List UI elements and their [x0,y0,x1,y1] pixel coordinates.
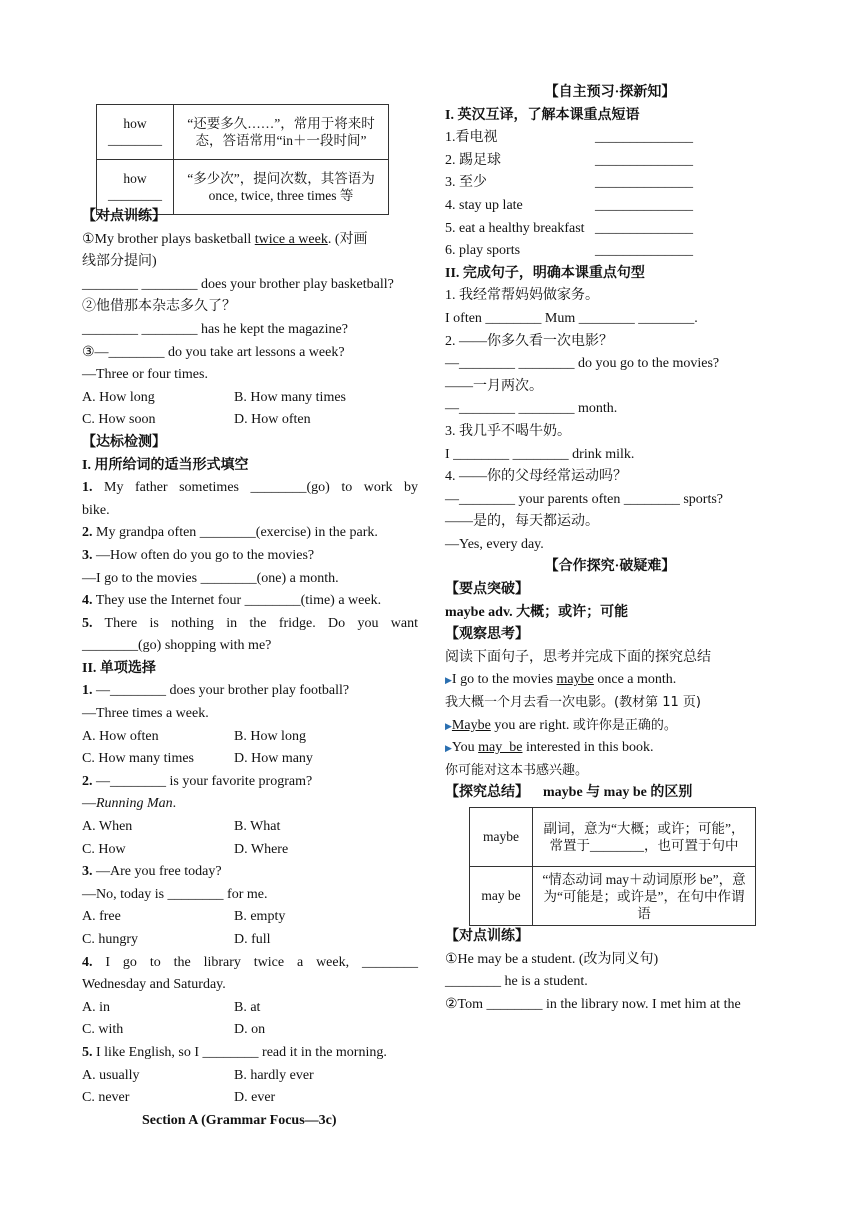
answer-blank[interactable]: ______________ [595,243,693,259]
drill-line: ②他借那本杂志多久了？ [82,299,236,315]
answer-blank[interactable]: ______________ [595,152,693,168]
example-translation: 你可能对这本书感兴趣。 [445,762,589,778]
p2-title: II. 完成句子，明确本课重点句型 [445,265,645,281]
sentence-line: I ________ ________ drink milk. [445,446,635,462]
sentence-line: —________ ________ month. [445,401,618,417]
question-line: —Three times a week. [82,706,209,722]
phrase-row [445,195,775,218]
table-key: how ________ [97,160,174,215]
drill-line: ________ he is a student. [445,974,588,990]
table-value: 副词，意为“大概；或许；可能”，常置于________，也可置于句中 [533,808,756,867]
option-row [82,997,418,1020]
question-line: 1. —________ does your brother play football? [82,683,350,699]
option-row [82,1087,418,1110]
option: C. How soon [82,412,156,428]
question-line: —No, today is ________ for me. [82,886,268,902]
question-line: 5. I like English, so I ________ read it in the morning. [82,1044,387,1060]
explore-title: 【合作探究·破疑难】 [544,559,676,575]
option: A. in [82,999,110,1015]
left-column [82,206,418,1132]
option-row [82,387,418,410]
drill-line: —Three or four times. [82,367,208,383]
drill-line: ③—________ do you take art lessons a week? [82,344,345,360]
observe-title: 【观察思考】 [445,627,529,643]
option: A. free [82,909,121,925]
option-row [82,748,418,771]
option-row [82,906,418,929]
observe-intro: 阅读下面句子，思考并完成下面的探究总结 [445,649,711,665]
example-translation: 我大概一个月去看一次电影。(教材第 11 页) [445,695,701,711]
question-line: 3. —Are you free today? [82,864,222,880]
option: C. How [82,841,126,857]
answer-blank[interactable]: ______________ [595,175,693,191]
drill-line: ②Tom ________ in the library now. I met him at the [445,996,741,1012]
question-line: 4. I go to the library twice a week, ________ [82,954,418,970]
phrase-row [445,150,775,173]
drill-title: 【对点训练】 [445,929,529,944]
option: B. hardly ever [234,1067,314,1083]
sentence-line: 1. 我经常帮妈妈做家务。 [445,288,599,304]
phrase-row [445,218,775,241]
table-key: may be [470,867,533,926]
sentence-line: I often ________ Mum ________ ________. [445,310,698,326]
question-line: 2. —________ is your favorite program? [82,773,313,789]
option: B. How many times [234,389,346,405]
option-row [82,839,418,862]
option: C. How many times [82,751,194,767]
option-row [82,409,418,432]
answer-blank[interactable]: ______________ [595,130,693,146]
drill-line: ________ ________ has he kept the magazine? [82,321,348,337]
question-line: Wednesday and Saturday. [82,977,226,993]
summary-heading: maybe 与 may be 的区别 [543,785,693,801]
table-row [97,105,389,160]
question-line: 1. My father sometimes ________(go) to work by [82,480,418,496]
phrase: 3. 至少 [445,175,487,191]
option-row [82,929,418,952]
drill-title: 【对点训练】 [82,209,166,224]
option: B. What [234,819,281,835]
sentence-line: ——一月两次。 [445,378,543,394]
summary-header [445,782,775,805]
key-word: maybe adv. 大概；或许；可能 [445,604,629,620]
drill-line: ①He may be a student. (改为同义句) [445,951,659,967]
option: A. When [82,819,133,835]
option: D. How often [234,412,311,428]
sentence-line: —________ ________ do you go to the movies? [445,356,720,372]
table-value: “多少次”，提问次数，其答语为 once, twice, three times 等 [174,160,389,215]
question-line: 2. My grandpa often ________(exercise) in the park. [82,525,378,541]
drill-line: ①My brother plays basketball twice a week. (对画 [82,231,368,247]
sentence-line: 2. ——你多久看一次电影？ [445,333,613,349]
answer-blank[interactable]: ______________ [595,197,693,213]
option: B. empty [234,909,286,925]
option: D. Where [234,841,289,857]
how-phrases-table [96,104,389,215]
question-line: —Running Man. [82,796,177,812]
bullet-triangle-icon: ▶ [445,675,452,686]
question-line: —I go to the movies ________(one) a month. [82,570,339,586]
example-sentence: ▶Maybe you are right. 或许你是正确的。 [445,717,677,733]
summary-title: 【探究总结】 [445,785,529,801]
question-line: bike. [82,502,110,518]
phrase: 2. 踢足球 [445,152,501,168]
example-sentence: ▶I go to the movies maybe once a month. [445,672,677,688]
question-line: 5. There is nothing in the fridge. Do you want [82,615,418,631]
question-line: 4. They use the Internet four ________(time) a week. [82,593,382,609]
option: C. never [82,1090,130,1106]
option: A. How often [82,728,159,744]
drill-line: ________ ________ does your brother play basketball? [82,276,394,292]
option-row [82,1065,418,1088]
option: B. at [234,999,261,1015]
phrase: 5. eat a healthy breakfast [445,220,585,236]
question-line: ________(go) shopping with me? [82,638,272,654]
table-key: maybe [470,808,533,867]
preview-title: 【自主预习·探新知】 [544,85,676,100]
phrase: 1.看电视 [445,130,498,146]
example-sentence: ▶You may be interested in this book. [445,740,654,756]
sentence-line: 3. 我几乎不喝牛奶。 [445,423,571,439]
option: C. hungry [82,932,138,947]
option: D. full [234,932,271,947]
part1-title: I. 用所给词的适当形式填空 [82,457,249,473]
table-row [470,867,756,926]
sentence-line: —________ your parents often ________ sports? [445,491,724,507]
option-row [82,1019,418,1042]
table-value: “情态动词 may＋动词原形 be”，意为“可能是；或许是”，在句中作谓语 [533,867,756,926]
maybe-comparison-table [469,807,756,926]
phrase: 6. play sports [445,243,521,259]
answer-blank[interactable]: ______________ [595,220,693,236]
right-column [445,82,775,1016]
part2-title: II. 单项选择 [82,660,156,676]
phrase: 4. stay up late [445,197,523,213]
drill-line: 线部分提问) [82,254,157,270]
option: D. ever [234,1090,276,1106]
phrase-row [445,127,775,150]
table-row [470,808,756,867]
option: A. usually [82,1067,140,1083]
bullet-triangle-icon: ▶ [445,743,452,754]
option: B. How long [234,728,306,744]
sentence-line: 4. ——你的父母经常运动吗？ [445,469,627,485]
bullet-triangle-icon: ▶ [445,720,452,731]
question-line: 3. —How often do you go to the movies? [82,547,315,563]
table-key: how ________ [97,105,174,160]
test-title: 【达标检测】 [82,434,166,450]
section-title: Section A (Grammar Focus—3c) [142,1112,337,1128]
p1-title: I. 英汉互译，了解本课重点短语 [445,107,640,123]
phrase-row [445,240,775,263]
phrase-row [445,172,775,195]
sentence-line: —Yes, every day. [445,536,544,552]
option: C. with [82,1022,124,1038]
option-row [82,726,418,749]
table-value: “还要多久……”，常用于将来时态，答语常用“in＋一段时间” [174,105,389,160]
option: A. How long [82,389,155,405]
option: D. on [234,1022,266,1038]
sentence-line: ——是的，每天都运动。 [445,514,599,530]
option-row [82,816,418,839]
key-title: 【要点突破】 [445,582,529,598]
option: D. How many [234,751,313,767]
